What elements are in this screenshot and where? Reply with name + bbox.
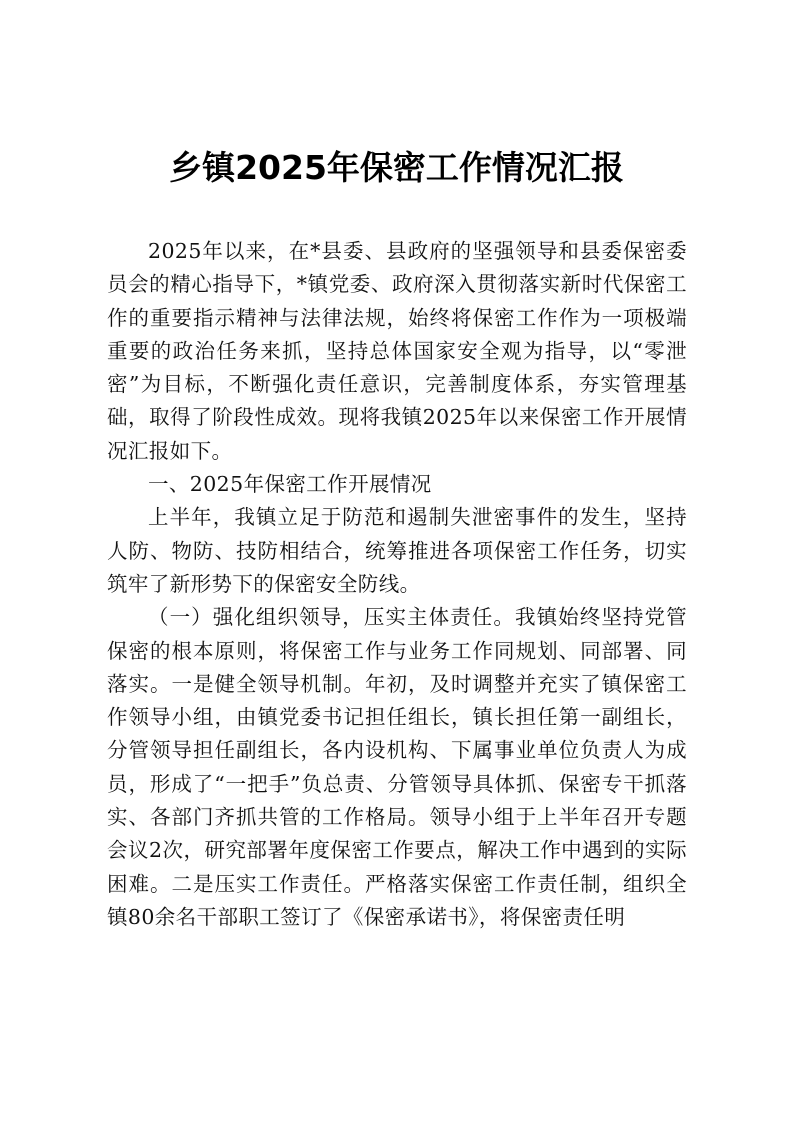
document-title: 乡镇2025年保密工作情况汇报 [169,148,624,187]
intro-paragraph: 2025年以来，在*县委、县政府的坚强领导和县委保密委员会的精心指导下，*镇党委、政府深入贯彻落实新时代保密工作的重要指示精神与法律法规，始终将保密工作作为一项极端重要的政治任务来抓，坚持总体国家安全观为指导，以“零泄密”为目标，不断强化责任意识，完善制度体系，夯实管理基础，取得了阶段性成效。现将我镇2025年以来保密工作开展情况汇报如下。 [107,239,687,463]
document-body [107,235,687,934]
section-paragraph-2: （一）强化组织领导，压实主体责任。我镇始终坚持党管保密的根本原则，将保密工作与业务工作同规划、同部署、同落实。一是健全领导机制。年初，及时调整并充实了镇保密工作领导小组，由镇党委书记担任组长，镇长担任第一副组长，分管领导担任副组长，各内设机构、下属事业单位负责人为成员，形成了“一把手”负总责、分管领导具体抓、保密专干抓落实、各部门齐抓共管的工作格局。领导小组于上半年召开专题会议2次，研究部署年度保密工作要点，解决工作中遇到的实际困难。二是压实工作责任。严格落实保密工作责任制，组织全镇80余名干部职工签订了《保密承诺书》，将保密责任明 [107,605,687,929]
section-heading: 一、2025年保密工作开展情况 [148,472,432,497]
section-paragraph-1: 上半年，我镇立足于防范和遏制失泄密事件的发生，坚持人防、物防、技防相结合，统筹推进各项保密工作任务，切实筑牢了新形势下的保密安全防线。 [107,505,687,596]
